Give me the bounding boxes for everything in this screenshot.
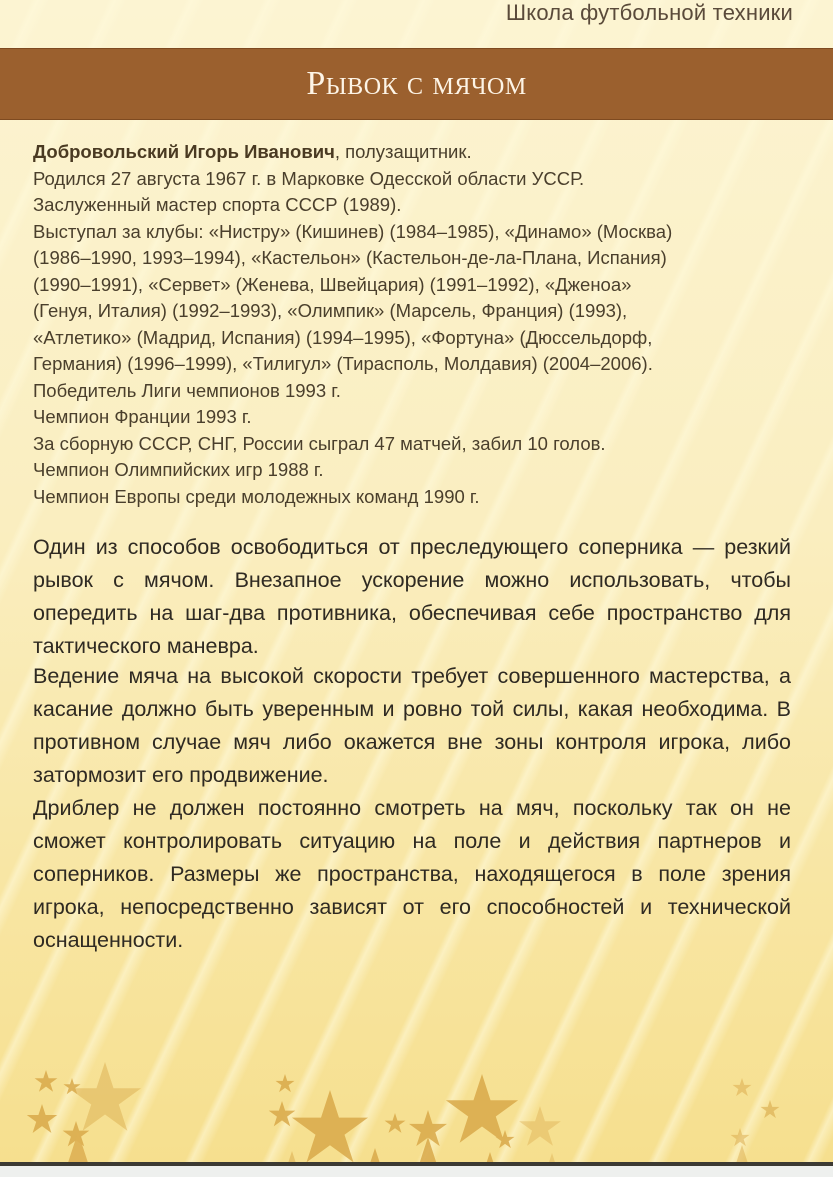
bio-line: Победитель Лиги чемпионов 1993 г. <box>33 379 341 401</box>
chapter-title-band <box>0 48 833 120</box>
bio-line: Выступал за клубы: «Нистру» (Кишинев) (1984–1985), «Динамо» (Москва) <box>33 220 673 242</box>
player-bio <box>33 139 793 510</box>
bio-line: (1990–1991), «Сервет» (Женева, Швейцария) (1991–1992), «Дженоа» <box>33 273 632 295</box>
bio-line: Родился 27 августа 1967 г. в Марковке Одесской области УССР. <box>33 167 585 189</box>
bio-line: (Генуя, Италия) (1992–1993), «Олимпик» (Марсель, Франция) (1993), <box>33 300 628 321</box>
bio-line: Чемпион Олимпийских игр 1988 г. <box>33 459 324 480</box>
scan-margin <box>0 1166 833 1177</box>
bio-line: За сборную СССР, СНГ, России сыграл 47 матчей, забил 10 голов. <box>33 432 606 454</box>
bio-line: Заслуженный мастер спорта СССР (1989). <box>33 194 402 215</box>
decorative-stars <box>0 1000 833 1162</box>
player-name: Добровольский Игорь Иванович <box>33 141 335 162</box>
bio-line: «Атлетико» (Мадрид, Испания) (1994–1995), «Фортуна» (Дюссельдорф, <box>33 326 653 348</box>
body-paragraph-2: Ведение мяча на высокой скорости требует совершенного мастерства, а касание должно быть уверенным и ровно той силы, какая необходима. В противном случае мяч либо окажется вне зоны контроля игрока, либо затормозит его продвижение. <box>33 664 791 787</box>
bio-line: Германия) (1996–1999), «Тилигул» (Тирасполь, Молдавия) (2004–2006). <box>33 353 653 374</box>
bio-line: (1986–1990, 1993–1994), «Кастельон» (Кастельон-де-ла-Плана, Испания) <box>33 247 667 268</box>
body-paragraph-1: Один из способов освободиться от преследующего соперника — резкий рывок с мячом. Внезапное ускорение можно использовать, чтобы опередить на шаг-два противника, обеспечивая себе пространство для тактического маневра. <box>33 535 791 658</box>
chapter-title: Рывок с мячом <box>306 65 527 102</box>
bio-line: Чемпион Европы среди молодежных команд 1990 г. <box>33 485 480 507</box>
body-paragraph-3: Дриблер не должен постоянно смотреть на мяч, поскольку так он не сможет контролировать ситуацию на поле и действия партнеров и соперников. Размеры же пространства, находящегося в поле зрения игрока, непосредственно зависят от его способностей и технической оснащенности. <box>33 796 791 952</box>
bio-heading <box>33 139 793 166</box>
series-title: Школа футбольной техники <box>505 0 793 25</box>
player-role: , полузащитник. <box>334 141 472 162</box>
bio-line: Чемпион Франции 1993 г. <box>33 406 252 427</box>
